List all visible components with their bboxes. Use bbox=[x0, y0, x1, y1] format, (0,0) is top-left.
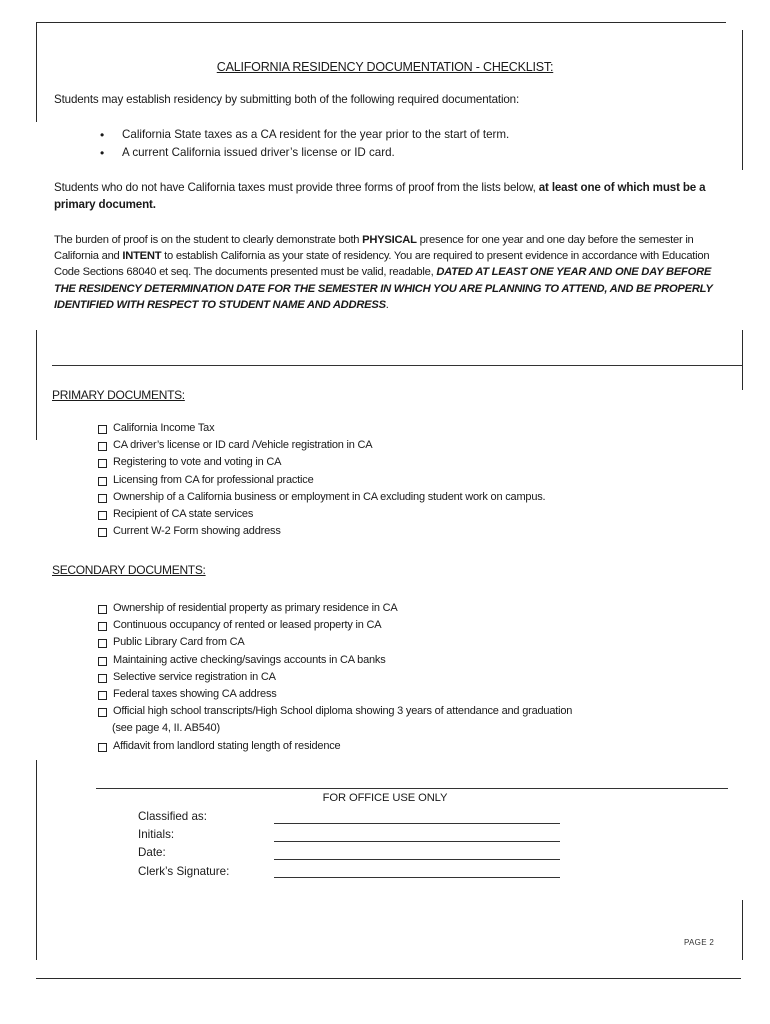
secondary-doc-item[interactable] bbox=[98, 738, 572, 755]
secondary-doc-item[interactable] bbox=[98, 686, 572, 703]
checkbox[interactable] bbox=[98, 639, 107, 648]
checkbox[interactable] bbox=[98, 743, 107, 752]
required-docs-list bbox=[98, 126, 509, 162]
secondary-doc-label: Ownership of residential property as primary residence in CA bbox=[113, 602, 398, 614]
secondary-doc-item[interactable] bbox=[98, 600, 572, 617]
secondary-doc-label: Federal taxes showing CA address bbox=[113, 688, 277, 701]
primary-doc-label: Recipient of CA state services bbox=[113, 508, 254, 521]
burden-text-1: The burden of proof is on the student to clearly demonstrate both bbox=[54, 234, 363, 246]
date-requirement: DATED AT LEAST ONE YEAR AND ONE DAY BEFORE THE RESIDENCY DETERMINATION DATE FOR THE SEMESTER IN WHICH YOU ARE PLANNING TO ATTEND, AND BE PROPERLY IDENTIFIED WITH RESPECT TO STUDENT NAME AND ADDRESS bbox=[54, 266, 713, 311]
no-tax-note bbox=[54, 179, 714, 213]
secondary-doc-item[interactable] bbox=[98, 617, 572, 634]
right-border-lower bbox=[742, 330, 743, 390]
intro-text: Students may establish residency by submitting both of the following required documentation: bbox=[54, 93, 520, 106]
primary-doc-label: Current W-2 Form showing address bbox=[113, 525, 281, 538]
burden-end: . bbox=[385, 298, 389, 311]
primary-doc-label: Licensing from CA for professional practice bbox=[113, 473, 314, 486]
checkbox[interactable] bbox=[98, 477, 107, 486]
checkbox[interactable] bbox=[98, 425, 107, 434]
clerk-signature-label: Clerk’s Signature: bbox=[138, 865, 230, 878]
checkbox[interactable] bbox=[98, 528, 107, 537]
checkbox[interactable] bbox=[98, 622, 107, 631]
secondary-doc-item[interactable] bbox=[98, 703, 572, 720]
secondary-documents-heading: SECONDARY DOCUMENTS: bbox=[52, 563, 206, 577]
secondary-documents-list bbox=[98, 600, 572, 755]
secondary-doc-item[interactable] bbox=[98, 634, 572, 651]
checkbox[interactable] bbox=[98, 605, 107, 614]
page-title: CALIFORNIA RESIDENCY DOCUMENTATION - CHECKLIST: bbox=[216, 60, 554, 74]
checkbox[interactable] bbox=[98, 708, 107, 717]
secondary-doc-label: Affidavit from landlord stating length of residence bbox=[113, 739, 341, 752]
primary-doc-item[interactable] bbox=[98, 472, 545, 489]
primary-doc-item[interactable] bbox=[98, 523, 545, 540]
primary-doc-label: California Income Tax bbox=[113, 422, 215, 434]
secondary-doc-item[interactable] bbox=[98, 669, 572, 686]
required-doc-item: • A current California issued driver’s license or ID card. bbox=[98, 144, 509, 162]
right-border bbox=[742, 30, 743, 170]
primary-documents-heading: PRIMARY DOCUMENTS: bbox=[52, 388, 185, 402]
primary-doc-item[interactable] bbox=[98, 437, 545, 454]
secondary-doc-label: Public Library Card from CA bbox=[113, 636, 245, 649]
date-label: Date: bbox=[138, 846, 166, 859]
intent-keyword: INTENT bbox=[122, 250, 162, 263]
secondary-doc-label: Official high school transcripts/High School diploma showing 3 years of attendance and graduation bbox=[113, 705, 573, 718]
top-border bbox=[36, 22, 726, 23]
required-doc-item: • California State taxes as a CA resident for the year prior to the start of term. bbox=[98, 126, 509, 144]
office-use-heading: FOR OFFICE USE ONLY bbox=[322, 792, 448, 804]
primary-doc-item[interactable] bbox=[98, 506, 545, 523]
checkbox[interactable] bbox=[98, 494, 107, 503]
initials-field[interactable] bbox=[274, 841, 560, 842]
initials-label: Initials: bbox=[138, 828, 175, 841]
primary-doc-label: Ownership of a California business or employment in CA excluding student work on campus. bbox=[113, 490, 546, 503]
primary-doc-item[interactable] bbox=[98, 489, 545, 506]
physical-keyword: PHYSICAL bbox=[362, 234, 417, 246]
primary-doc-item[interactable] bbox=[98, 454, 545, 471]
secondary-doc-label: Continuous occupancy of rented or leased property in CA bbox=[113, 619, 382, 632]
checkbox[interactable] bbox=[98, 674, 107, 683]
checkbox[interactable] bbox=[98, 691, 107, 700]
no-tax-note-text: Students who do not have California taxes must provide three forms of proof from the lists below, bbox=[54, 181, 539, 194]
left-border-bottom bbox=[36, 760, 37, 960]
secondary-doc-label: Selective service registration in CA bbox=[113, 670, 276, 683]
secondary-doc-label: Maintaining active checking/savings accounts in CA banks bbox=[113, 653, 386, 666]
primary-doc-label: Registering to vote and voting in CA bbox=[113, 456, 282, 469]
bottom-border bbox=[36, 978, 741, 979]
checkbox[interactable] bbox=[98, 459, 107, 468]
left-border-lower bbox=[36, 330, 37, 440]
office-divider bbox=[96, 788, 728, 789]
clerk-signature-field[interactable] bbox=[274, 877, 560, 878]
date-field[interactable] bbox=[274, 859, 560, 860]
page-number: PAGE 2 bbox=[684, 938, 715, 947]
burden-text-2: presence for one year and one day before the semester in California and bbox=[54, 234, 694, 263]
right-border-bottom bbox=[742, 900, 743, 960]
transcript-note: (see page 4, II. AB540) bbox=[112, 722, 220, 735]
checkbox[interactable] bbox=[98, 442, 107, 451]
secondary-doc-item[interactable] bbox=[98, 652, 572, 669]
classified-as-field[interactable] bbox=[274, 823, 560, 824]
burden-text-3: to establish California as your state of residency. You are required to present evidence in accordance with Education Code Sections 68040 et seq. The documents presented must be valid, readable, bbox=[54, 250, 710, 279]
burden-of-proof-paragraph bbox=[54, 232, 719, 313]
checkbox[interactable] bbox=[98, 657, 107, 666]
primary-doc-item[interactable] bbox=[98, 420, 545, 437]
no-tax-note-bold: at least one of which must be a primary document. bbox=[54, 181, 706, 211]
checkbox[interactable] bbox=[98, 511, 107, 520]
classified-as-label: Classified as: bbox=[138, 810, 207, 823]
primary-doc-label: CA driver’s license or ID card /Vehicle registration in CA bbox=[113, 439, 373, 452]
section-divider bbox=[52, 365, 742, 366]
primary-documents-list bbox=[98, 420, 545, 540]
